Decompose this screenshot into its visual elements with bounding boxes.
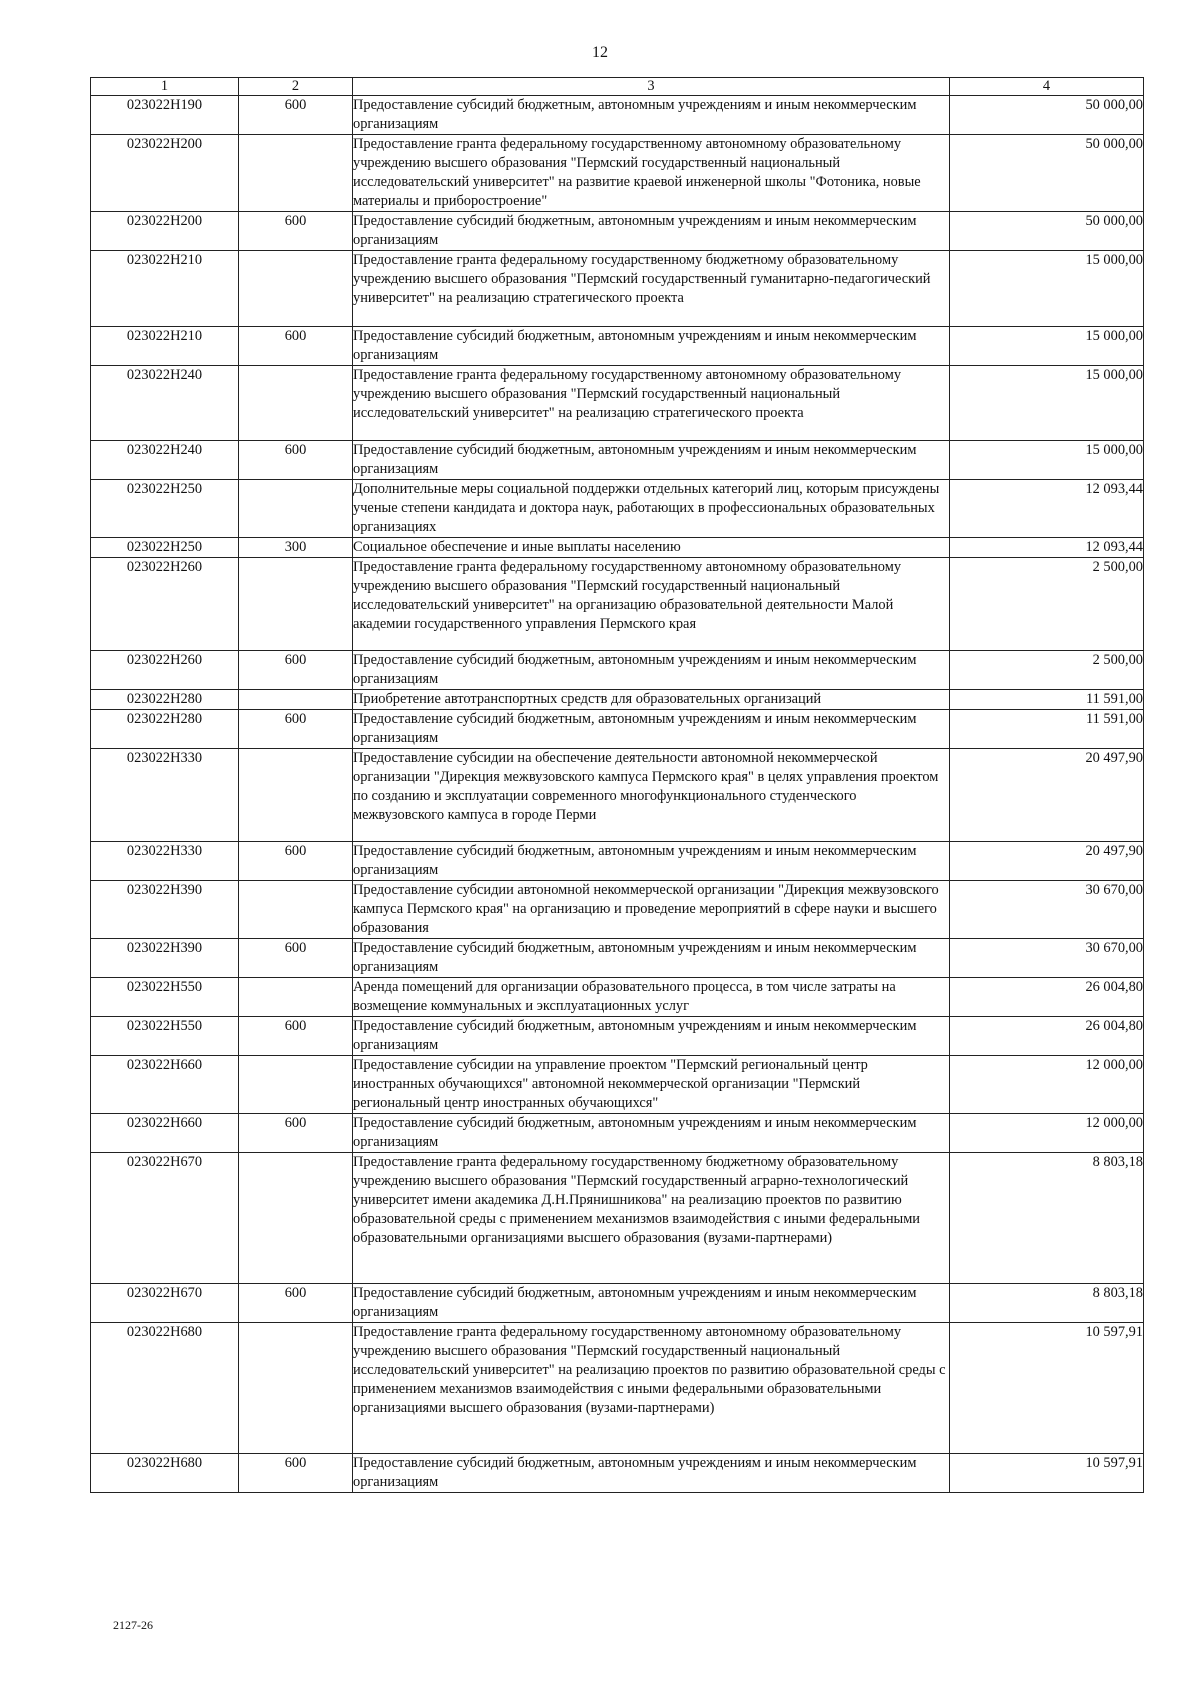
row-kvr-cell: 600 — [239, 212, 353, 251]
table-row — [91, 749, 1144, 842]
row-description-cell: Предоставление гранта федеральному государственному автономному образовательному учреждению высшего образования "Пермский государственный национальный исследовательский университет" на развитие краевой инженерной школы "Фотоника, новые материалы и приборостроение" — [353, 135, 950, 212]
row-description-cell: Предоставление субсидии на обеспечение деятельности автономной некоммерческой организации "Дирекция межвузовского кампуса Пермского края" в целях управления проектом по созданию и эксплуатации современного многофункционального студенческого межвузовского кампуса в городе Перми — [353, 749, 950, 842]
row-amount-cell: 11 591,00 — [950, 710, 1144, 749]
row-code-cell: 023022Н240 — [91, 441, 239, 480]
table-row — [91, 1017, 1144, 1056]
row-description-cell: Предоставление гранта федеральному государственному автономному образовательному учреждению высшего образования "Пермский государственный национальный исследовательский университет" на организацию образовательной деятельности Малой академии государственного управления Пермского края — [353, 558, 950, 651]
header-col-1: 1 — [91, 78, 239, 96]
row-amount-cell: 30 670,00 — [950, 881, 1144, 939]
row-description-cell: Предоставление субсидий бюджетным, автономным учреждениям и иным некоммерческим организациям — [353, 212, 950, 251]
row-amount-cell: 12 093,44 — [950, 480, 1144, 538]
row-amount-cell: 12 000,00 — [950, 1056, 1144, 1114]
row-code-cell: 023022Н390 — [91, 939, 239, 978]
table-row — [91, 842, 1144, 881]
row-code-cell: 023022Н390 — [91, 881, 239, 939]
table-row — [91, 1153, 1144, 1284]
row-kvr-cell: 600 — [239, 441, 353, 480]
row-kvr-cell — [239, 135, 353, 212]
header-col-3: 3 — [353, 78, 950, 96]
row-amount-cell: 11 591,00 — [950, 690, 1144, 710]
row-kvr-cell: 600 — [239, 710, 353, 749]
row-code-cell: 023022Н200 — [91, 212, 239, 251]
table-row — [91, 1323, 1144, 1454]
row-kvr-cell — [239, 480, 353, 538]
row-kvr-cell: 300 — [239, 538, 353, 558]
table-row — [91, 251, 1144, 327]
table-row — [91, 881, 1144, 939]
row-amount-cell: 8 803,18 — [950, 1284, 1144, 1323]
row-code-cell: 023022Н250 — [91, 538, 239, 558]
row-kvr-cell — [239, 558, 353, 651]
row-description-cell: Предоставление субсидий бюджетным, автономным учреждениям и иным некоммерческим организациям — [353, 1454, 950, 1493]
row-kvr-cell — [239, 881, 353, 939]
table-row — [91, 651, 1144, 690]
row-description-cell: Предоставление субсидий бюджетным, автономным учреждениям и иным некоммерческим организациям — [353, 441, 950, 480]
row-code-cell: 023022Н260 — [91, 651, 239, 690]
row-description-cell: Социальное обеспечение и иные выплаты населению — [353, 538, 950, 558]
table-row — [91, 212, 1144, 251]
row-kvr-cell — [239, 251, 353, 327]
row-amount-cell: 50 000,00 — [950, 212, 1144, 251]
row-code-cell: 023022Н190 — [91, 96, 239, 135]
row-amount-cell: 26 004,80 — [950, 978, 1144, 1017]
row-kvr-cell: 600 — [239, 1017, 353, 1056]
table-row — [91, 441, 1144, 480]
table-row — [91, 480, 1144, 538]
row-description-cell: Предоставление субсидий бюджетным, автономным учреждениям и иным некоммерческим организациям — [353, 327, 950, 366]
row-description-cell: Предоставление субсидии на управление проектом "Пермский региональный центр иностранных обучающихся" автономной некоммерческой организации "Пермский региональный центр иностранных обучающихся" — [353, 1056, 950, 1114]
row-description-cell: Предоставление субсидии автономной некоммерческой организации "Дирекция межвузовского кампуса Пермского края" на организацию и проведение мероприятий в сфере науки и высшего образования — [353, 881, 950, 939]
row-description-cell: Предоставление субсидий бюджетным, автономным учреждениям и иным некоммерческим организациям — [353, 939, 950, 978]
row-kvr-cell — [239, 1153, 353, 1284]
table-row — [91, 1284, 1144, 1323]
row-kvr-cell — [239, 366, 353, 441]
row-code-cell: 023022Н680 — [91, 1454, 239, 1493]
row-description-cell: Предоставление субсидий бюджетным, автономным учреждениям и иным некоммерческим организациям — [353, 1284, 950, 1323]
row-amount-cell: 30 670,00 — [950, 939, 1144, 978]
row-code-cell: 023022Н660 — [91, 1056, 239, 1114]
row-amount-cell: 12 093,44 — [950, 538, 1144, 558]
table-row — [91, 327, 1144, 366]
header-col-2: 2 — [239, 78, 353, 96]
row-code-cell: 023022Н200 — [91, 135, 239, 212]
row-description-cell: Приобретение автотранспортных средств для образовательных организаций — [353, 690, 950, 710]
row-kvr-cell: 600 — [239, 327, 353, 366]
page-number: 12 — [592, 44, 608, 61]
row-description-cell: Предоставление гранта федеральному государственному автономному образовательному учреждению высшего образования "Пермский государственный национальный исследовательский университет" на реализацию проектов по развитию образовательной среды с применением механизмов взаимодействия с иными федеральными образовательными организациями высшего образования (вузами-партнерами) — [353, 1323, 950, 1454]
table-row — [91, 96, 1144, 135]
header-col-4: 4 — [950, 78, 1144, 96]
row-kvr-cell: 600 — [239, 1284, 353, 1323]
row-description-cell: Дополнительные меры социальной поддержки отдельных категорий лиц, которым присуждены ученые степени кандидата и доктора наук, работающих в профессиональных образовательных организациях — [353, 480, 950, 538]
table-row — [91, 558, 1144, 651]
table-row — [91, 978, 1144, 1017]
row-description-cell: Предоставление субсидий бюджетным, автономным учреждениям и иным некоммерческим организациям — [353, 1114, 950, 1153]
row-code-cell: 023022Н550 — [91, 978, 239, 1017]
row-code-cell: 023022Н260 — [91, 558, 239, 651]
row-amount-cell: 50 000,00 — [950, 96, 1144, 135]
table-row — [91, 366, 1144, 441]
table-row — [91, 135, 1144, 212]
row-code-cell: 023022Н670 — [91, 1153, 239, 1284]
row-kvr-cell: 600 — [239, 842, 353, 881]
row-code-cell: 023022Н240 — [91, 366, 239, 441]
table-row — [91, 1454, 1144, 1493]
row-amount-cell: 20 497,90 — [950, 842, 1144, 881]
row-amount-cell: 15 000,00 — [950, 251, 1144, 327]
row-code-cell: 023022Н660 — [91, 1114, 239, 1153]
row-code-cell: 023022Н210 — [91, 327, 239, 366]
row-code-cell: 023022Н210 — [91, 251, 239, 327]
row-code-cell: 023022Н550 — [91, 1017, 239, 1056]
row-kvr-cell — [239, 1323, 353, 1454]
row-amount-cell: 2 500,00 — [950, 558, 1144, 651]
row-amount-cell: 50 000,00 — [950, 135, 1144, 212]
row-code-cell: 023022Н280 — [91, 690, 239, 710]
row-code-cell: 023022Н680 — [91, 1323, 239, 1454]
row-code-cell: 023022Н280 — [91, 710, 239, 749]
footer-code: 2127-26 — [113, 1618, 153, 1632]
table-row — [91, 538, 1144, 558]
row-amount-cell: 8 803,18 — [950, 1153, 1144, 1284]
row-kvr-cell — [239, 690, 353, 710]
table-row — [91, 939, 1144, 978]
row-description-cell: Аренда помещений для организации образовательного процесса, в том числе затраты на возмещение коммунальных и эксплуатационных услуг — [353, 978, 950, 1017]
row-description-cell: Предоставление гранта федеральному государственному бюджетному образовательному учреждению высшего образования "Пермский государственный аграрно-технологический университет имени академика Д.Н.Прянишникова" на реализацию проектов по развитию образовательной среды с применением механизмов взаимодействия с иными федеральными образовательными организациями высшего образования (вузами-партнерами) — [353, 1153, 950, 1284]
row-kvr-cell: 600 — [239, 939, 353, 978]
row-amount-cell: 15 000,00 — [950, 441, 1144, 480]
row-kvr-cell — [239, 1056, 353, 1114]
table-row — [91, 690, 1144, 710]
row-description-cell: Предоставление субсидий бюджетным, автономным учреждениям и иным некоммерческим организациям — [353, 96, 950, 135]
row-amount-cell: 12 000,00 — [950, 1114, 1144, 1153]
row-description-cell: Предоставление гранта федеральному государственному автономному образовательному учреждению высшего образования "Пермский государственный национальный исследовательский университет" на реализацию стратегического проекта — [353, 366, 950, 441]
table-row — [91, 1056, 1144, 1114]
row-description-cell: Предоставление гранта федеральному государственному бюджетному образовательному учреждению высшего образования "Пермский государственный гуманитарно-педагогический университет" на реализацию стратегического проекта — [353, 251, 950, 327]
row-amount-cell: 20 497,90 — [950, 749, 1144, 842]
budget-table — [90, 77, 1144, 1493]
table-row — [91, 710, 1144, 749]
row-kvr-cell: 600 — [239, 651, 353, 690]
row-kvr-cell — [239, 749, 353, 842]
row-amount-cell: 15 000,00 — [950, 327, 1144, 366]
row-description-cell: Предоставление субсидий бюджетным, автономным учреждениям и иным некоммерческим организациям — [353, 651, 950, 690]
row-amount-cell: 2 500,00 — [950, 651, 1144, 690]
row-kvr-cell: 600 — [239, 1454, 353, 1493]
row-code-cell: 023022Н330 — [91, 749, 239, 842]
row-code-cell: 023022Н670 — [91, 1284, 239, 1323]
row-amount-cell: 26 004,80 — [950, 1017, 1144, 1056]
header-row — [91, 78, 1144, 96]
table-row — [91, 1114, 1144, 1153]
row-kvr-cell: 600 — [239, 1114, 353, 1153]
row-amount-cell: 10 597,91 — [950, 1454, 1144, 1493]
row-code-cell: 023022Н330 — [91, 842, 239, 881]
row-amount-cell: 10 597,91 — [950, 1323, 1144, 1454]
row-amount-cell: 15 000,00 — [950, 366, 1144, 441]
row-kvr-cell: 600 — [239, 96, 353, 135]
row-kvr-cell — [239, 978, 353, 1017]
row-description-cell: Предоставление субсидий бюджетным, автономным учреждениям и иным некоммерческим организациям — [353, 710, 950, 749]
table-body — [91, 96, 1144, 1493]
row-description-cell: Предоставление субсидий бюджетным, автономным учреждениям и иным некоммерческим организациям — [353, 842, 950, 881]
row-description-cell: Предоставление субсидий бюджетным, автономным учреждениям и иным некоммерческим организациям — [353, 1017, 950, 1056]
row-code-cell: 023022Н250 — [91, 480, 239, 538]
